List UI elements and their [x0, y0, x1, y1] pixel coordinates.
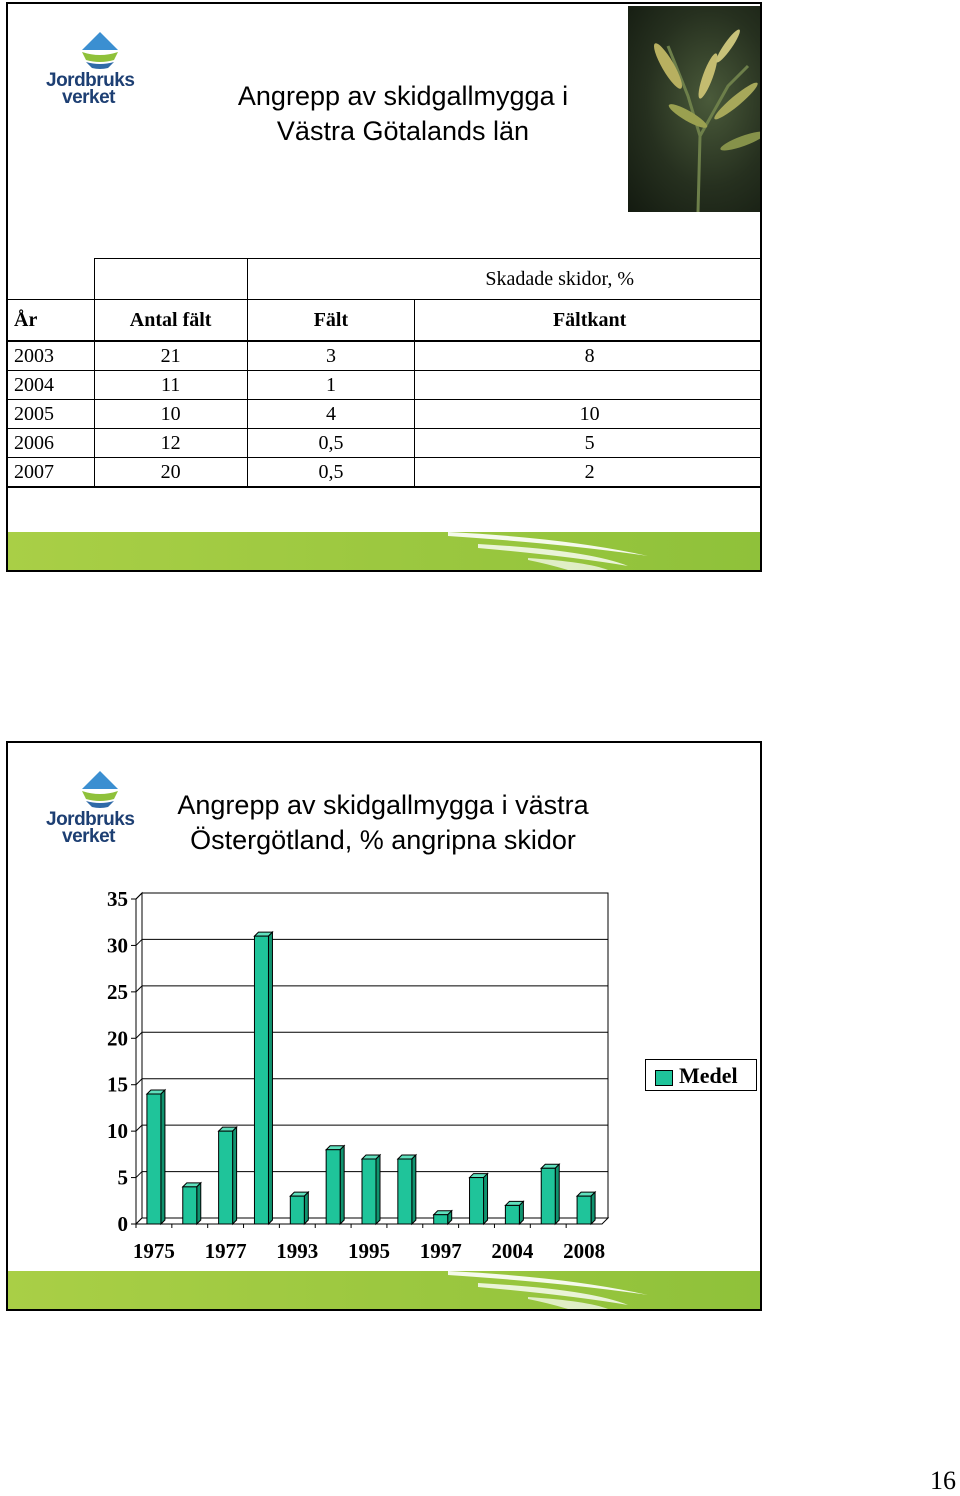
legend-label: Medel: [679, 1063, 738, 1088]
legend-swatch: [655, 1070, 673, 1086]
chart-legend: [645, 1059, 757, 1091]
x-tick-label: 1993: [276, 1239, 319, 1263]
table-cell: 3: [247, 341, 415, 371]
rapeseed-pod-photo: [628, 6, 762, 212]
bar: [326, 1150, 340, 1224]
bar: [577, 1196, 591, 1224]
group-header-skadade-skidor: Skadade skidor, %: [247, 259, 762, 300]
footer-swoosh-decoration: [8, 532, 760, 570]
bar-side: [268, 932, 272, 1224]
jordbruksverket-logo: [42, 30, 142, 110]
slide-1-title-line-2: Västra Götalands län: [276, 116, 530, 146]
bar-side: [484, 1174, 488, 1224]
table-header-row: [8, 300, 762, 342]
table-cell: [94, 259, 247, 300]
page-number: 16: [930, 1466, 956, 1495]
y-tick-label: 0: [117, 1212, 128, 1236]
green-footer-band: [8, 1271, 760, 1309]
slide-1-title-line-1: Angrepp av skidgallmygga i: [237, 81, 569, 111]
table-cell: 0,5: [247, 458, 415, 488]
table-cell: 8: [415, 341, 762, 371]
table-cell: 1: [247, 371, 415, 400]
x-tick-label: 2004: [491, 1239, 534, 1263]
header-ar: År: [8, 300, 94, 342]
table-row: [8, 371, 762, 400]
bar-side: [233, 1127, 237, 1224]
table-group-header-row: [8, 259, 762, 300]
green-footer-band: [8, 532, 760, 570]
slide-2-title-line-2: Östergötland, % angripna skidor: [190, 825, 576, 855]
bar-side: [340, 1146, 344, 1224]
bar: [398, 1159, 412, 1224]
y-tick-label: 35: [107, 887, 128, 911]
table-cell: 2007: [8, 458, 94, 488]
logo-line-1: Jordbruks: [46, 809, 135, 830]
slide-2: [6, 741, 762, 1311]
bar: [505, 1205, 519, 1224]
photo-illustration: [628, 6, 762, 212]
x-tick-label: 1995: [348, 1239, 390, 1263]
bar-chart: [8, 743, 760, 1283]
bar-side: [591, 1192, 595, 1224]
bar: [254, 936, 268, 1224]
slide-1-title: [188, 79, 618, 149]
table-cell: 2005: [8, 400, 94, 429]
bar: [219, 1131, 233, 1224]
footer-swoosh-decoration: [8, 1271, 760, 1309]
bar-side: [304, 1192, 308, 1224]
table-cell: 10: [415, 400, 762, 429]
attack-table: [8, 258, 762, 488]
bar: [183, 1187, 197, 1224]
table-cell: [415, 371, 762, 400]
bar: [470, 1178, 484, 1224]
x-tick-label: 1977: [204, 1239, 247, 1263]
logo-emblem-icon: [70, 30, 130, 74]
header-faltkant: Fältkant: [415, 300, 762, 342]
x-tick-label: 2008: [563, 1239, 606, 1263]
table-cell: 5: [415, 429, 762, 458]
bar-side: [197, 1183, 201, 1224]
slide-2-title-line-1: Angrepp av skidgallmygga i västra: [177, 790, 589, 820]
bar-side: [519, 1201, 523, 1224]
logo-line-2: verket: [62, 87, 115, 108]
y-tick-label: 5: [117, 1165, 128, 1190]
table-row: [8, 458, 762, 488]
header-falt: Fält: [247, 300, 415, 342]
table-cell: 12: [94, 429, 247, 458]
y-tick-label: 20: [107, 1026, 128, 1051]
bar: [290, 1196, 304, 1224]
bar: [147, 1094, 161, 1224]
bar-side: [412, 1155, 416, 1224]
bar-side: [376, 1155, 380, 1224]
slide-1: [6, 2, 762, 572]
y-tick-label: 30: [107, 933, 128, 958]
table-cell: 10: [94, 400, 247, 429]
table-row: [8, 429, 762, 458]
logo-line-2: verket: [62, 826, 115, 847]
table-cell: 0,5: [247, 429, 415, 458]
y-tick-label: 25: [107, 979, 128, 1004]
table-cell: 2004: [8, 371, 94, 400]
table-cell: 2006: [8, 429, 94, 458]
logo-line-1: Jordbruks: [46, 70, 135, 91]
header-antal-falt: Antal fält: [94, 300, 247, 342]
table-cell: 21: [94, 341, 247, 371]
table-cell: 11: [94, 371, 247, 400]
bar: [541, 1168, 555, 1224]
y-tick-label: 10: [107, 1119, 128, 1144]
table-cell: 20: [94, 458, 247, 488]
table-cell: 2003: [8, 341, 94, 371]
table-cell: 4: [247, 400, 415, 429]
table-row: [8, 400, 762, 429]
table-cell: 2: [415, 458, 762, 488]
x-tick-label: 1997: [419, 1239, 462, 1263]
y-tick-label: 15: [107, 1072, 128, 1097]
logo-wordmark: [46, 72, 134, 106]
table-cell: [8, 259, 94, 300]
bar-side: [555, 1164, 559, 1224]
x-tick-label: 1975: [132, 1239, 175, 1263]
bar-side: [161, 1090, 165, 1224]
bar: [362, 1159, 376, 1224]
table-row: [8, 341, 762, 371]
bar: [434, 1215, 448, 1224]
